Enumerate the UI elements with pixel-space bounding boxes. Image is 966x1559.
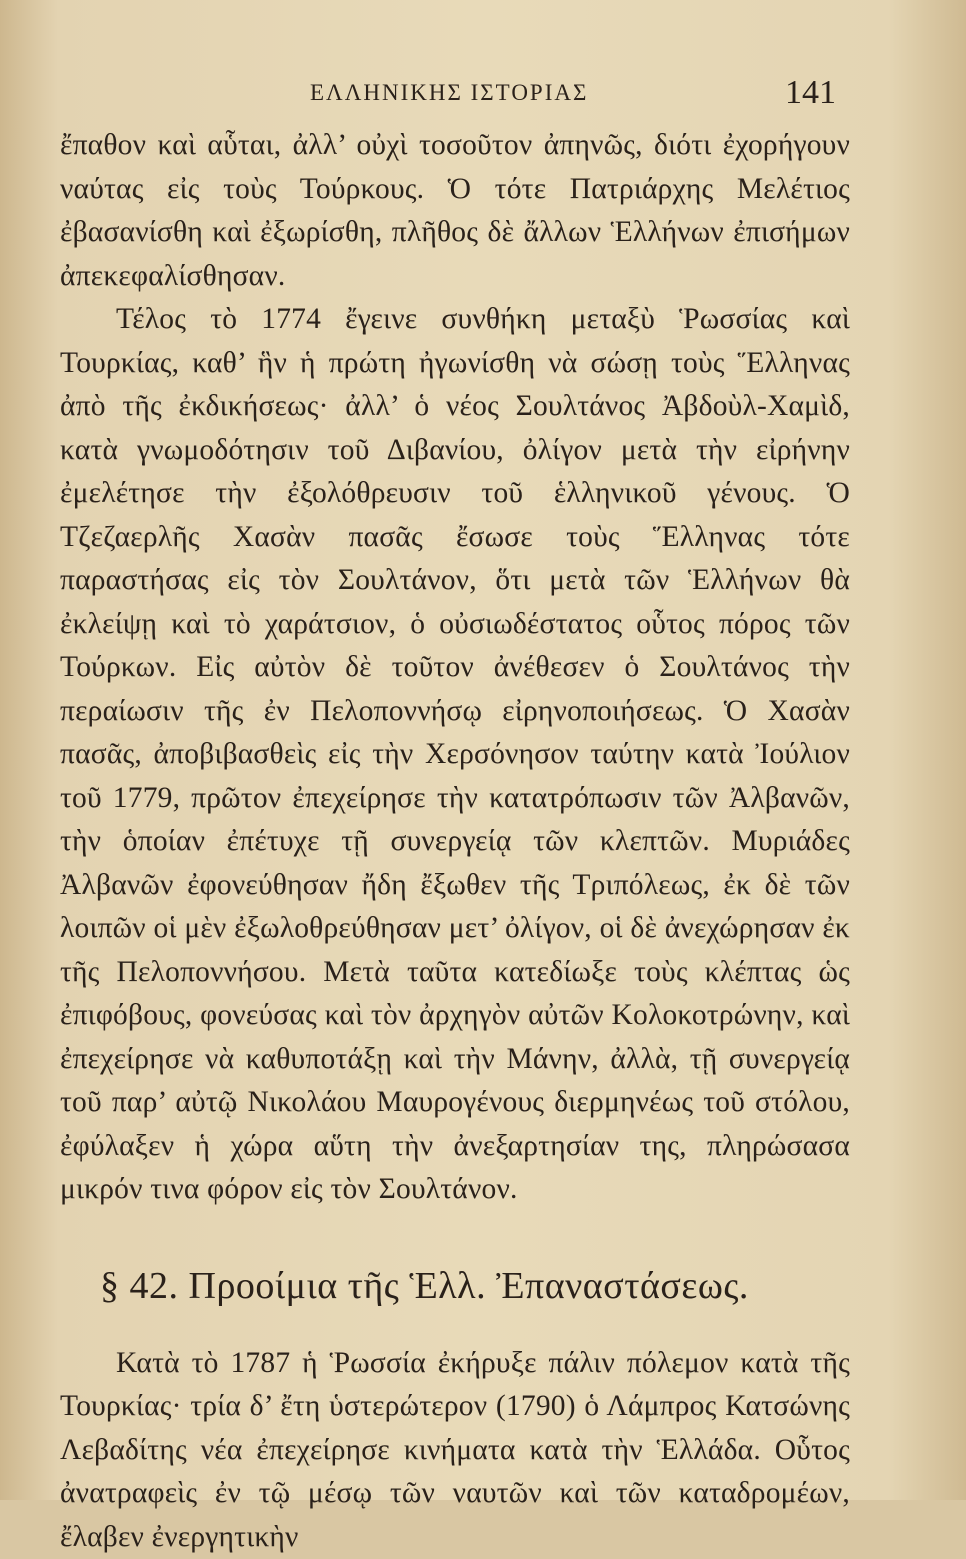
section-heading: § 42. Προοίμια τῆς Ἑλλ. Ἐπαναστάσεως. xyxy=(100,1264,850,1308)
paragraph-treaty: Τέλος τὸ 1774 ἔγεινε συνθήκη μεταξὺ Ῥωσσίας καὶ Τουρκίας, καθ’ ἣν ἡ πρώτη ἠγωνίσθη νὰ σώσῃ τοὺς Ἕλληνας ἀπὸ τῆς ἐκδικήσεως· ἀλλ’ ὁ νέος Σουλτάνος Ἀβδοὺλ-Χαμὶδ, κατὰ γνωμοδότησιν τοῦ Διβανίου, ὀλίγον μετὰ τὴν εἰρήνην ἐμελέτησε τὴν ἐξολόθρευσιν τοῦ ἑλληνικοῦ γένους. Ὁ Τζεζαερλῆς Χασὰν πασᾶς ἔσωσε τοὺς Ἕλληνας τότε παραστήσας εἰς τὸν Σουλτάνον, ὅτι μετὰ τῶν Ἑλλήνων θὰ ἐκλείψῃ καὶ τὸ χαράτσιον, ὁ οὐσιωδέστατος οὗτος πόρος τῶν Τούρκων. Εἰς αὐτὸν δὲ τοῦτον ἀνέθεσεν ὁ Σουλτάνος τὴν περαίωσιν τῆς ἐν Πελοποννήσῳ εἰρηνοποιήσεως. Ὁ Χασὰν πασᾶς, ἀποβιβασθεὶς εἰς τὴν Χερσόνησον ταύτην κατὰ Ἰούλιον τοῦ 1779, πρῶτον ἐπεχείρησε τὴν κατατρόπωσιν τῶν Ἀλβανῶν, τὴν ὁποίαν ἐπέτυχε τῇ συνεργείᾳ τῶν κλεπτῶν. Μυριάδες Ἀλβανῶν ἐφονεύθησαν ἤδη ἔξωθεν τῆς Τριπόλεως, ἐκ δὲ τῶν λοιπῶν οἱ μὲν ἐξωλοθρεύθησαν μετ’ ὀλίγον, οἱ δὲ ἀνεχώρησαν ἐκ τῆς Πελοποννήσου. Μετὰ ταῦτα κατεδίωξε τοὺς κλέπτας ὡς ἐπιφόβους, φονεύσας καὶ τὸν ἀρχηγὸν αὐτῶν Κολοκοτρώνην, καὶ ἐπεχείρησε νὰ καθυποτάξῃ καὶ τὴν Μάνην, ἀλλὰ, τῇ συνεργείᾳ τοῦ παρ’ αὐτῷ Νικολάου Μαυρογένους διερμηνέως τοῦ στόλου, ἐφύλαξεν ἡ χώρα αὕτη τὴν ἀνεξαρτησίαν της, πληρώσασα μικρόν τινα φόρον εἰς τὸν Σουλτάνον. xyxy=(60,298,850,1212)
page-body xyxy=(60,124,850,1559)
section-paragraph: Κατὰ τὸ 1787 ἡ Ῥωσσία ἐκήρυξε πάλιν πόλεμον κατὰ τῆς Τουρκίας· τρία δ’ ἔτη ὑστερώτερον (1790) ὁ Λάμπρος Κατσώνης Λεβαδίτης νέα ἐπεχείρησε κινήματα κατὰ τὴν Ἑλλάδα. Οὗτος ἀνατραφεὶς ἐν τῷ μέσῳ τῶν ναυτῶν καὶ τῶν καταδρομέων, ἔλαβεν ἐνεργητικὴν xyxy=(60,1342,850,1559)
page-header xyxy=(60,70,836,120)
page-number: 141 xyxy=(785,74,836,112)
running-title: ΕΛΛΗΝΙΚΗΣ ΙΣΤΟΡΙΑΣ xyxy=(310,80,588,106)
paragraph-continued: ἔπαθον καὶ αὗται, ἀλλ’ οὐχὶ τοσοῦτον ἀπηνῶς, διότι ἐχορήγουν ναύτας εἰς τοὺς Τούρκους. Ὁ τότε Πατριάρχης Μελέτιος ἐβασανίσθη καὶ ἐξωρίσθη, πλῆθος δὲ ἄλλων Ἑλλήνων ἐπισήμων ἀπεκεφαλίσθησαν. xyxy=(60,124,850,298)
